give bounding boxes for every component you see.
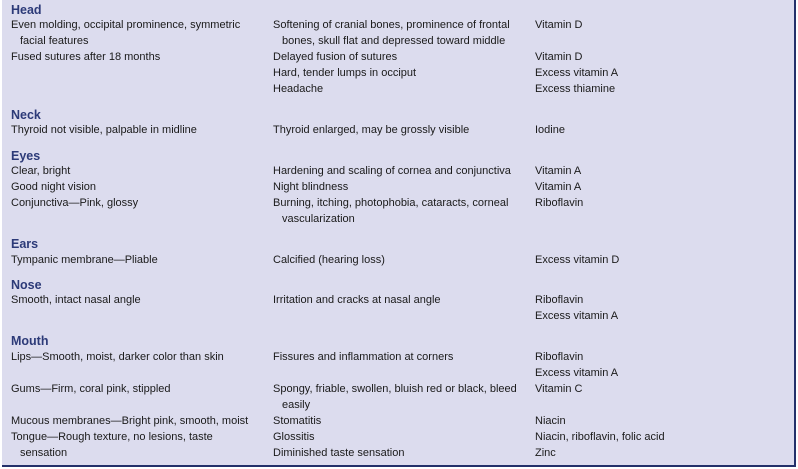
head-deficiency-1: Softening of cranial bones, prominence of frontal bones, skull flat and depressed toward middle [273, 19, 510, 47]
section-heading-eyes: Eyes [11, 149, 41, 163]
section-heading-neck: Neck [11, 108, 41, 122]
mouth-nutrient-4: Niacin, riboflavin, folic acid Zinc [535, 431, 665, 459]
ears-deficiency-1: Calcified (hearing loss) [273, 254, 385, 266]
eyes-nutrient-3: Riboflavin [535, 197, 584, 209]
eyes-normal-2: Good night vision [11, 181, 96, 193]
head-normal-2: Fused sutures after 18 months [11, 51, 161, 63]
mouth-deficiency-1: Fissures and inflammation at corners [273, 351, 454, 363]
eyes-normal-3: Conjunctiva—Pink, glossy [11, 197, 139, 209]
head-nutrient-1: Vitamin D [535, 19, 583, 31]
mouth-normal-3: Mucous membranes—Bright pink, smooth, moist [11, 415, 249, 427]
nose-normal-1: Smooth, intact nasal angle [11, 294, 141, 306]
eyes-deficiency-2: Night blindness [273, 181, 349, 193]
mouth-nutrient-1: Riboflavin Excess vitamin A [535, 351, 619, 379]
mouth-nutrient-2: Vitamin C [535, 383, 583, 395]
neck-nutrient-1: Iodine [535, 124, 565, 136]
head-deficiency-2: Delayed fusion of sutures Hard, tender lumps in occiput Headache [273, 51, 417, 95]
neck-deficiency-1: Thyroid enlarged, may be grossly visible [273, 124, 470, 136]
section-heading-head: Head [11, 3, 42, 17]
mouth-deficiency-2: Spongy, friable, swollen, bluish red or black, bleed easily [273, 383, 517, 411]
head-nutrient-2: Vitamin D Excess vitamin A Excess thiamine [535, 51, 619, 95]
eyes-deficiency-1: Hardening and scaling of cornea and conjunctiva [273, 165, 511, 177]
eyes-normal-1: Clear, bright [11, 165, 71, 177]
mouth-normal-2: Gums—Firm, coral pink, stippled [11, 383, 171, 395]
nose-nutrient-1: Riboflavin Excess vitamin A [535, 294, 619, 322]
mouth-normal-1: Lips—Smooth, moist, darker color than skin [11, 351, 224, 363]
mouth-normal-4: Tongue—Rough texture, no lesions, taste sensation [11, 431, 213, 459]
head-normal-1: Even molding, occipital prominence, symmetric facial features [11, 19, 241, 47]
eyes-deficiency-3: Burning, itching, photophobia, cataracts, corneal vascularization [273, 197, 509, 225]
ears-normal-1: Tympanic membrane—Pliable [11, 254, 158, 266]
nose-deficiency-1: Irritation and cracks at nasal angle [273, 294, 441, 306]
eyes-nutrient-2: Vitamin A [535, 181, 582, 193]
mouth-nutrient-3: Niacin [535, 415, 566, 427]
ears-nutrient-1: Excess vitamin D [535, 254, 620, 266]
neck-normal-1: Thyroid not visible, palpable in midline [11, 124, 197, 136]
nutrition-assessment-table [2, 0, 796, 467]
section-heading-ears: Ears [11, 237, 39, 251]
mouth-deficiency-4: Glossitis Diminished taste sensation [273, 431, 405, 459]
mouth-deficiency-3: Stomatitis [273, 415, 322, 427]
eyes-nutrient-1: Vitamin A [535, 165, 582, 177]
section-heading-mouth: Mouth [11, 334, 49, 348]
section-heading-nose: Nose [11, 278, 42, 292]
